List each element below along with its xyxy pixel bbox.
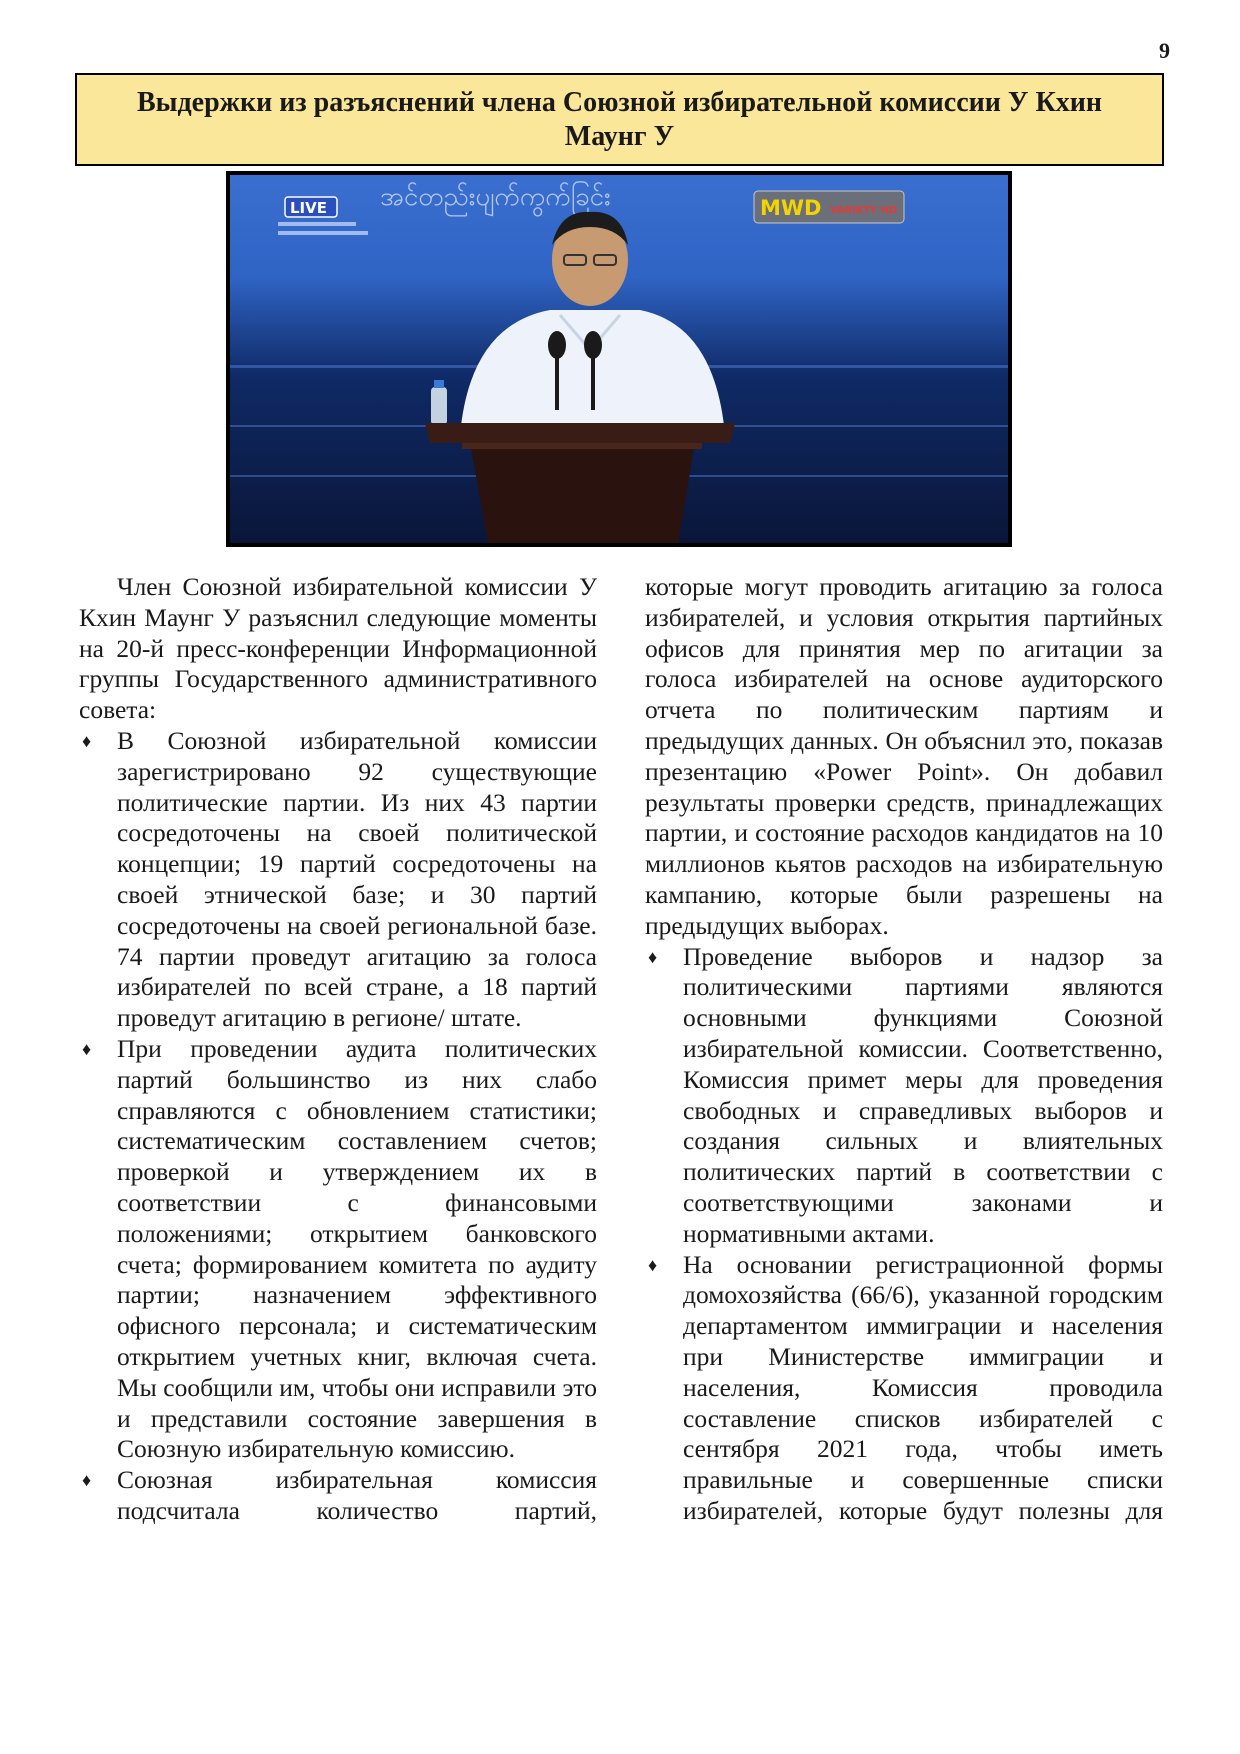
bullet-text: Союзная избирательная комиссия подсчитала количество партий, <box>117 1465 597 1525</box>
list-item <box>79 1465 597 1527</box>
list-item <box>645 942 1163 1250</box>
diamond-bullet-icon: ♦ <box>82 1038 92 1059</box>
right-column <box>645 572 1163 1527</box>
press-conference-photo <box>226 171 1012 547</box>
diamond-bullet-icon: ♦ <box>82 730 92 751</box>
bullet-text: В Союзной избирательной комиссии зарегистрировано 92 существующие политические партии. Из них 43 партии сосредоточены на своей политической концепции; 19 партий сосредоточены на своей этнической базе; и 30 партий сосредоточены на своей региональной базе. 74 партии проведут агитацию за голоса избирателей по всей стране, а 18 партий проведут агитацию в регионе/ штате. <box>117 725 597 1033</box>
page-title: Выдержки из разъяснений члена Союзной избирательной комиссии У Кхин Маунг У <box>75 73 1164 166</box>
channel-logo: MWD <box>760 196 822 220</box>
live-badge: LIVE <box>290 199 327 217</box>
page-number: 9 <box>1159 38 1170 63</box>
diamond-bullet-icon: ♦ <box>82 1470 92 1491</box>
bullet-text: На основании регистрационной формы домохозяйства (66/6), указанной городским департаментом иммиграции и населения при Министерстве иммиграции и населения, Комиссия проводила составление списков избирателей с сентября 2021 года, чтобы иметь правильные и совершенные списки избирателей, которые будут полезны для <box>683 1249 1163 1525</box>
list-item <box>79 726 597 1034</box>
bullet-text: При проведении аудита политических партий большинство из них слабо справляются с обновлением статистики; систематическим составлением счетов; проверкой и утверждением их в соответствии с финансовыми положениями; открытием банковского счета; формированием комитета по аудиту партии; назначением эффективного офисного персонала; и систематическим открытием учетных книг, включая счета. Мы сообщили им, чтобы они исправили это и представили состояние завершения в Союзную избирательную комиссию. <box>117 1033 597 1464</box>
bullet-text: Проведение выборов и надзор за политическими партиями являются основными функциями Союзной избирательной комиссии. Соответственно, Комиссия примет меры для проведения свободных и справедливых выборов и создания сильных и влиятельных политических партий в соответствии с соответствующими законами и нормативными актами. <box>683 941 1163 1248</box>
continuation-paragraph: которые могут проводить агитацию за голоса избирателей, и условия открытия партийных офисов для принятия мер по агитации за голоса избирателей на основе аудиторского отчета по политическим партиям и предыдущих данных. Он объяснил это, показав презентацию «Power Point». Он добавил результаты проверки средств, принадлежащих партии, и состояние расходов кандидатов на 10 миллионов кьятов расходов на избирательную кампанию, которые были разрешены на предыдущих выборах. <box>645 572 1163 940</box>
list-item <box>79 1034 597 1465</box>
diamond-bullet-icon: ♦ <box>648 1254 658 1275</box>
intro-paragraph: Член Союзной избирательной комиссии У Кхин Маунг У разъяснил следующие моменты на 20-й пресс-конференции Информационной группы Государственного административного совета: <box>79 572 597 725</box>
list-item <box>645 1250 1163 1527</box>
left-column <box>79 572 597 1527</box>
banner-text: အင်တည်းပျက်ကွက်ခြင်း <box>380 182 611 212</box>
channel-sub: VARIETY HD <box>830 205 898 216</box>
diamond-bullet-icon: ♦ <box>648 946 658 967</box>
